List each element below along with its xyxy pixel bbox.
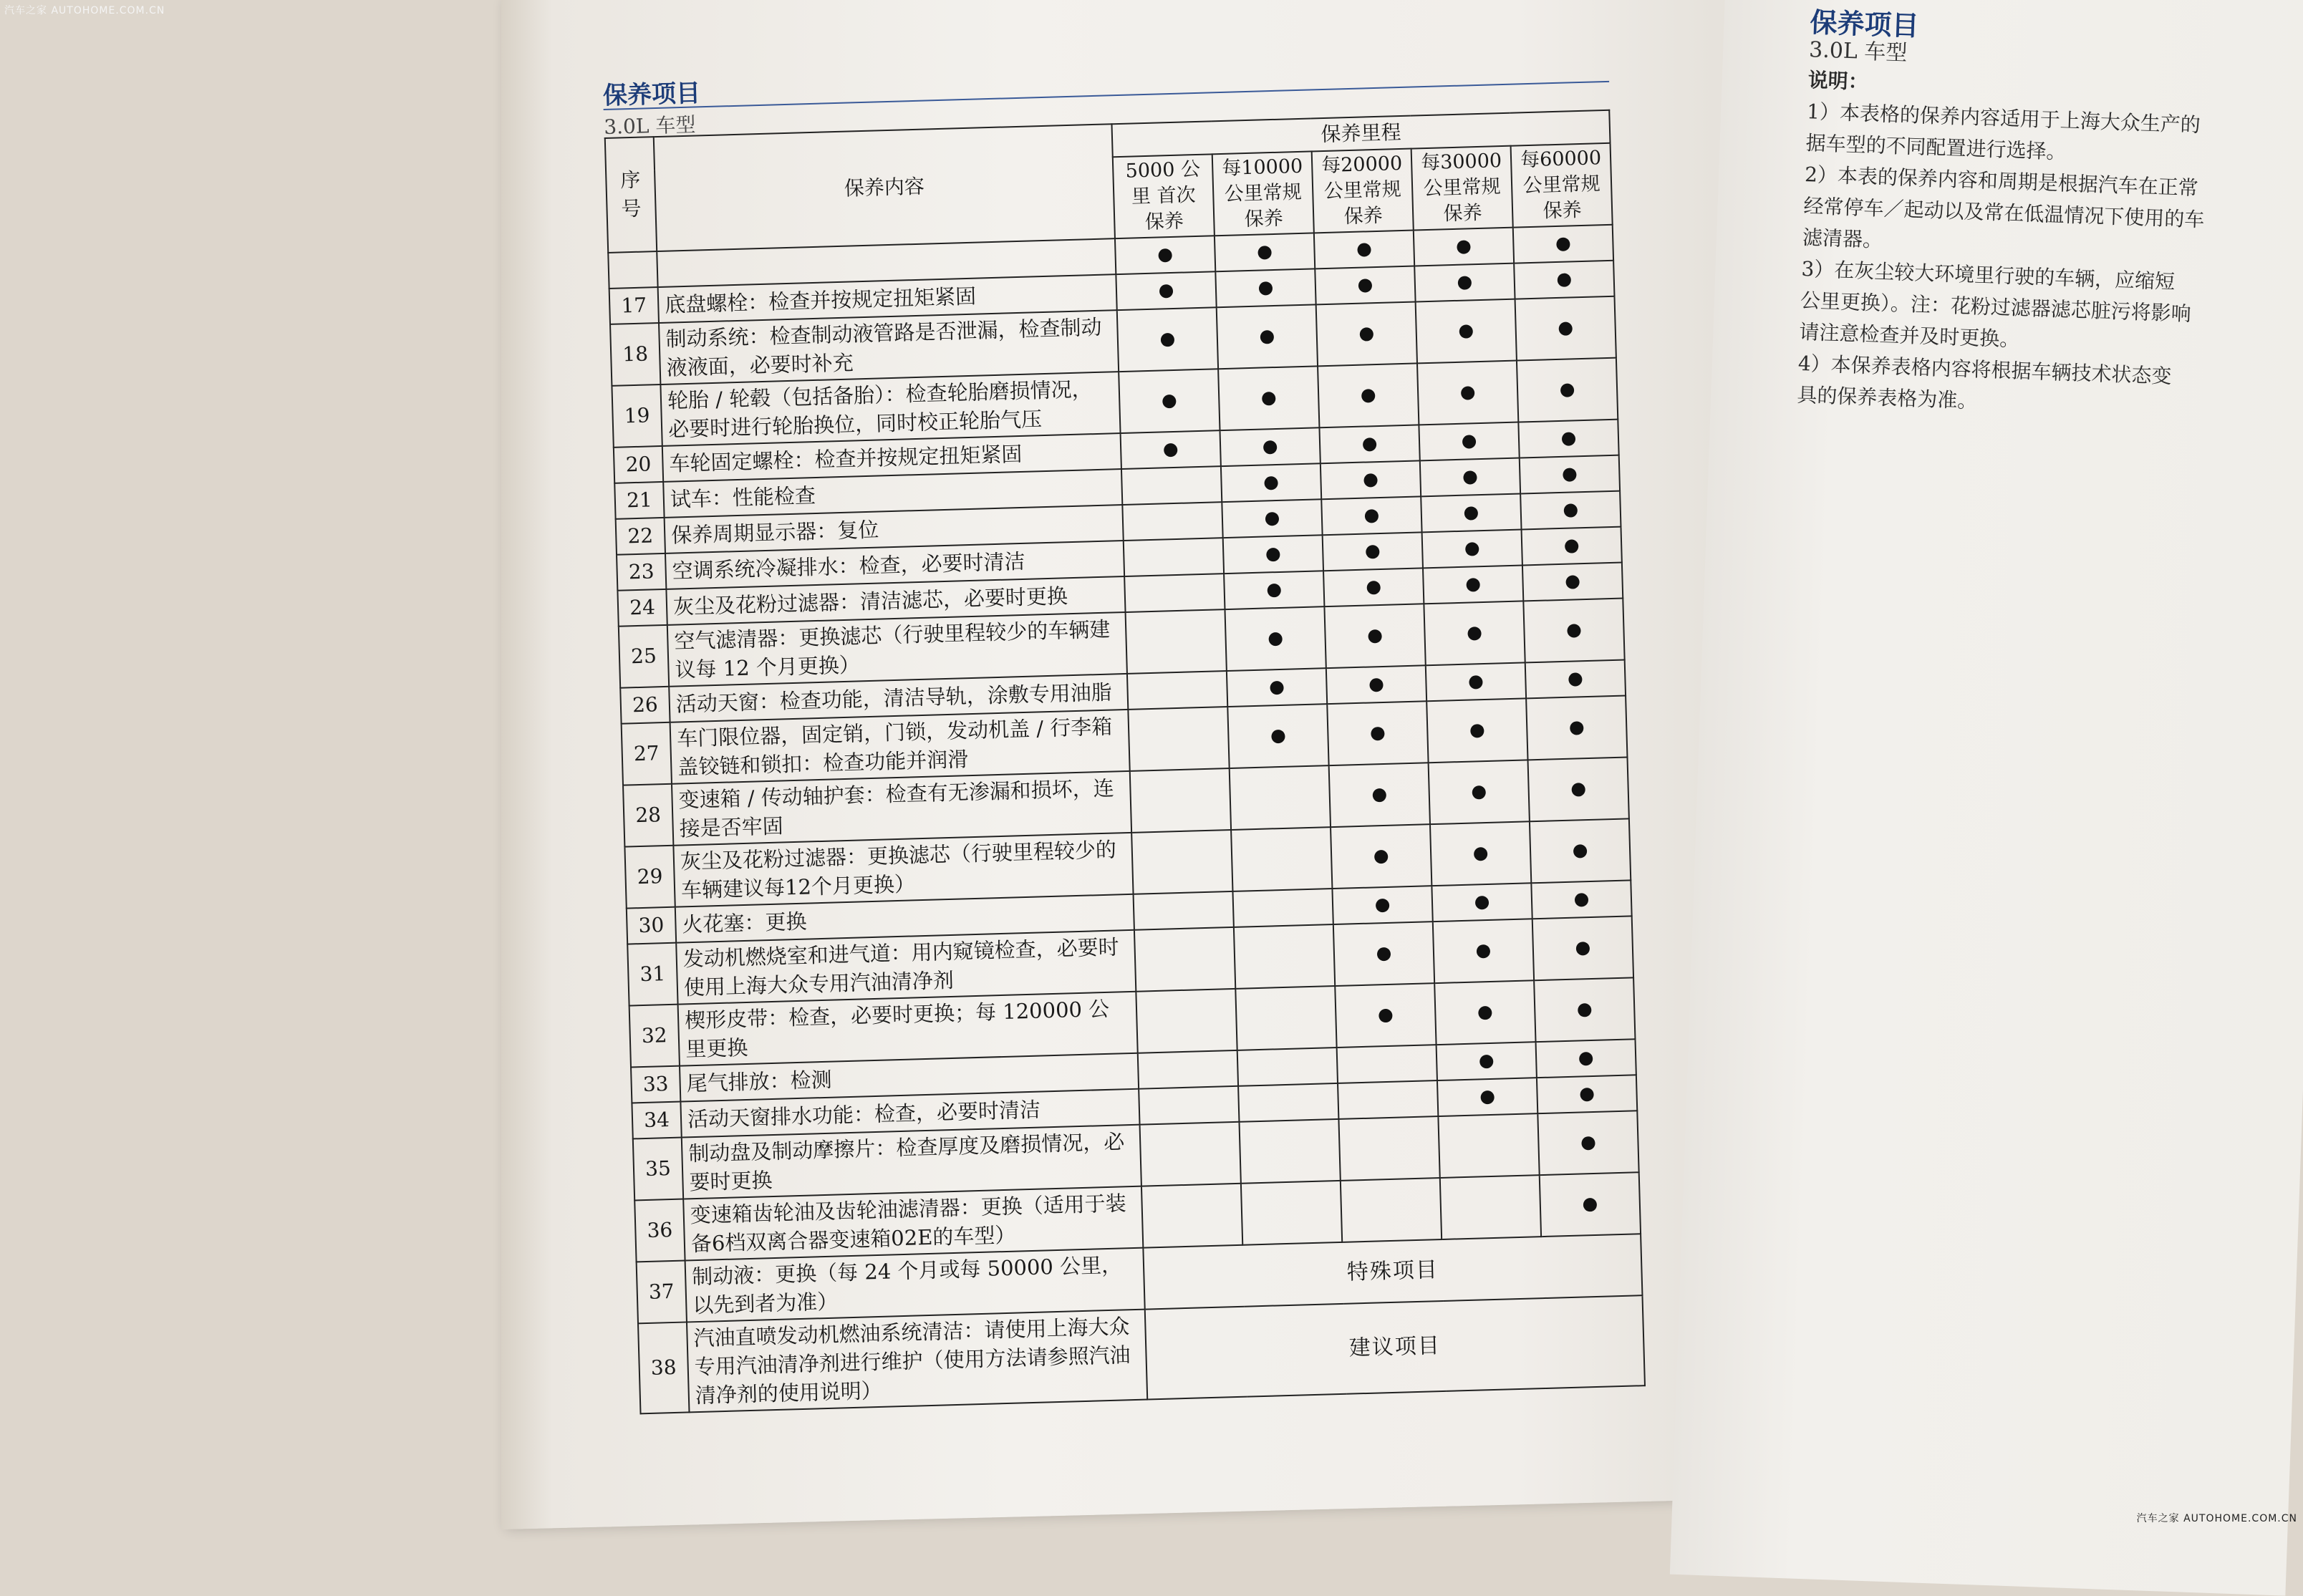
mark-cell	[1537, 1075, 1637, 1113]
mark-cell	[1130, 768, 1231, 833]
bullet-dot-icon	[1465, 542, 1479, 556]
mark-cell	[1331, 824, 1431, 889]
mark-cell	[1437, 1078, 1537, 1116]
row-content: 车门限位器，固定销，门锁，发动机盖 / 行李箱盖铰链和锁扣：检查功能并润滑	[670, 710, 1130, 784]
row-number: 37	[637, 1260, 687, 1323]
bullet-dot-icon	[1570, 721, 1584, 735]
row-number: 38	[638, 1322, 689, 1413]
mark-cell	[1215, 233, 1315, 271]
bullet-dot-icon	[1360, 327, 1374, 342]
bullet-dot-icon	[1358, 279, 1373, 293]
mark-cell	[1126, 609, 1227, 674]
mark-cell	[1217, 304, 1318, 369]
mark-cell	[1237, 1048, 1338, 1086]
mark-cell	[1234, 924, 1335, 989]
bullet-dot-icon	[1575, 893, 1589, 907]
bullet-dot-icon	[1558, 273, 1572, 287]
mark-cell	[1517, 358, 1618, 422]
mark-cell	[1231, 827, 1332, 891]
mark-cell	[1420, 458, 1520, 497]
row-number: 34	[632, 1102, 681, 1139]
right-page	[1670, 0, 2303, 1596]
bullet-dot-icon	[1571, 783, 1585, 797]
mark-cell	[1423, 565, 1523, 604]
mark-cell	[1124, 538, 1224, 576]
mark-cell	[1314, 231, 1414, 269]
maintenance-table	[604, 110, 1646, 1415]
mark-cell	[1518, 420, 1618, 458]
note-line: 公里更换）。注：花粉过滤器滤芯脏污将影响	[1800, 288, 2192, 326]
bullet-dot-icon	[1164, 443, 1178, 458]
bullet-dot-icon	[1369, 678, 1384, 692]
bullet-dot-icon	[1580, 1088, 1594, 1102]
bullet-dot-icon	[1578, 1003, 1592, 1017]
row-content: 灰尘及花粉过滤器：更换滤芯（行驶里程较少的车辆建议每12个月更换）	[673, 833, 1133, 907]
bullet-dot-icon	[1576, 942, 1590, 956]
mark-cell	[1540, 1172, 1641, 1237]
bullet-dot-icon	[1461, 386, 1475, 400]
mark-cell	[1138, 1050, 1238, 1089]
bullet-dot-icon	[1567, 624, 1581, 638]
note-line: 具的保养表格为准。	[1796, 382, 1978, 413]
bullet-dot-icon	[1377, 947, 1391, 962]
mark-cell	[1227, 668, 1327, 707]
mark-cell	[1417, 361, 1518, 425]
mark-cell	[1337, 1045, 1437, 1083]
row-content: 底盘螺栓：检查并按规定扭矩紧固	[658, 274, 1117, 323]
bullet-dot-icon	[1478, 1006, 1492, 1020]
bullet-dot-icon	[1257, 246, 1272, 260]
mark-cell	[1139, 1086, 1239, 1125]
mark-cell	[1218, 366, 1319, 430]
right-page-title: 保养项目	[1809, 6, 1920, 42]
bullet-dot-icon	[1266, 548, 1280, 562]
row-content: 活动天窗：检查功能，清洁导轨，涂敷专用油脂	[669, 674, 1128, 722]
row-content: 变速箱 / 传动轴护套：检查有无渗漏和损坏，连接是否牢固	[672, 771, 1131, 846]
mark-cell	[1239, 1119, 1340, 1184]
row-content: 轮胎 / 轮毂（包括备胎）：检查轮胎磨损情况，必要时进行轮胎换位，同时校正轮胎气压	[660, 372, 1120, 446]
watermark-top-left: 汽车之家 AUTOHOME.COM.CN	[4, 5, 165, 16]
mark-cell	[1514, 261, 1614, 299]
mark-cell	[1431, 883, 1532, 922]
bullet-dot-icon	[1464, 506, 1479, 521]
right-page-model: 3.0L 车型	[1808, 37, 1908, 66]
mark-cell	[1534, 977, 1635, 1042]
mark-cell	[1437, 1042, 1537, 1080]
bullet-dot-icon	[1366, 545, 1380, 559]
mark-cell	[1333, 922, 1434, 986]
row-content: 楔形皮带：检查，必要时更换；每 120000 公里更换	[678, 992, 1138, 1066]
row-content: 试车：性能检查	[663, 469, 1122, 518]
mark-cell	[1316, 301, 1417, 366]
mark-cell	[1326, 665, 1426, 704]
note-line: 据车型的不同配置进行选择。	[1805, 131, 2067, 164]
notes-heading: 说明：	[1807, 68, 1869, 95]
row-number: 20	[614, 446, 663, 483]
mark-cell	[1315, 266, 1415, 305]
mark-cell	[1140, 1122, 1241, 1186]
mark-cell	[1416, 299, 1517, 364]
bullet-dot-icon	[1479, 1055, 1494, 1069]
row-content: 空气滤清器：更换滤芯（行驶里程较少的车辆建议每 12 个月更换）	[667, 612, 1127, 687]
mark-cell	[1318, 363, 1419, 427]
row-number: 17	[609, 287, 659, 324]
mark-cell	[1433, 919, 1534, 983]
notes-block	[1797, 64, 2303, 430]
note-line: 滤清器。	[1802, 225, 1883, 252]
bullet-dot-icon	[1161, 333, 1175, 347]
row-number: 18	[610, 323, 660, 386]
mark-cell	[1221, 463, 1321, 502]
watermark-bottom-right: 汽车之家 AUTOHOME.COM.CN	[2136, 1513, 2297, 1524]
mark-cell	[1338, 1080, 1438, 1119]
mark-cell	[1230, 765, 1331, 830]
bullet-dot-icon	[1374, 850, 1389, 864]
mark-cell	[1225, 606, 1326, 671]
bullet-dot-icon	[1581, 1136, 1595, 1151]
mark-cell	[1513, 225, 1613, 263]
row-content: 尾气排放：检测	[680, 1053, 1139, 1102]
row-number: 21	[614, 482, 664, 519]
row-content: 保养周期显示器：复位	[665, 505, 1124, 553]
bullet-dot-icon	[1480, 1090, 1495, 1105]
row-number: 19	[612, 385, 662, 448]
mark-cell	[1332, 886, 1432, 924]
header-10000: 每10000 公里常规 保养	[1212, 151, 1314, 236]
row-number: 30	[627, 907, 676, 944]
row-number: 27	[622, 722, 672, 785]
note-line: 经常停车／起动以及常在低温情况下使用的车	[1803, 194, 2205, 232]
bullet-dot-icon	[1268, 584, 1282, 598]
mark-cell	[1116, 271, 1216, 310]
mark-cell	[1238, 1083, 1338, 1122]
row-number: 26	[620, 687, 670, 724]
mark-cell	[1324, 604, 1425, 668]
mark-cell	[1515, 296, 1616, 361]
row-number: 25	[619, 625, 669, 688]
bullet-dot-icon	[1477, 944, 1491, 959]
note-line: 请注意检查并及时更换。	[1798, 319, 2020, 352]
section-title: 保养项目	[602, 79, 701, 111]
header-mileage-group: 保养里程	[1111, 110, 1610, 157]
mark-cell	[1127, 671, 1227, 710]
row-number: 24	[617, 589, 667, 627]
bullet-dot-icon	[1562, 432, 1576, 446]
row-number	[608, 251, 657, 289]
mark-cell	[1222, 499, 1322, 538]
bullet-dot-icon	[1376, 899, 1390, 913]
row-number: 22	[616, 518, 665, 555]
bullet-dot-icon	[1361, 389, 1376, 403]
mark-cell	[1426, 662, 1526, 701]
bullet-dot-icon	[1458, 276, 1472, 290]
bullet-dot-icon	[1563, 468, 1577, 482]
bullet-dot-icon	[1462, 435, 1477, 449]
row-number: 36	[634, 1199, 685, 1262]
mark-cell	[1335, 983, 1436, 1048]
mark-cell	[1528, 757, 1629, 821]
mark-cell	[1532, 916, 1633, 980]
bullet-dot-icon	[1368, 629, 1382, 644]
bullet-dot-icon	[1366, 581, 1381, 595]
mark-cell	[1131, 830, 1232, 894]
bullet-dot-icon	[1470, 724, 1484, 738]
bullet-dot-icon	[1365, 509, 1379, 523]
mark-cell	[1429, 760, 1530, 824]
mark-cell	[1440, 1175, 1541, 1239]
mark-cell	[1122, 502, 1222, 541]
mark-cell	[1526, 696, 1627, 760]
bullet-dot-icon	[1260, 330, 1275, 344]
mark-cell	[1128, 707, 1229, 771]
bullet-dot-icon	[1259, 281, 1273, 296]
bullet-dot-icon	[1268, 632, 1283, 647]
bullet-dot-icon	[1158, 248, 1172, 263]
mark-cell	[1530, 818, 1631, 883]
mark-cell	[1525, 660, 1626, 699]
mark-cell	[1421, 494, 1521, 533]
section-rule	[604, 81, 1610, 110]
header-no: 序号	[605, 137, 657, 253]
bullet-dot-icon	[1263, 440, 1278, 455]
bullet-dot-icon	[1469, 675, 1483, 690]
mark-cell	[1520, 491, 1621, 530]
bullet-dot-icon	[1573, 844, 1588, 859]
mark-cell	[1224, 571, 1324, 609]
header-30000: 每30000 公里常规 保养	[1411, 146, 1513, 231]
mark-cell	[1414, 263, 1515, 302]
mark-cell	[1426, 698, 1527, 763]
row-content: 汽油直喷发动机燃油系统清洁：请使用上海大众专用汽油清净剂进行维护（使用方法请参照汽油清净剂的使用说明）	[687, 1310, 1147, 1413]
mark-cell	[1117, 307, 1218, 372]
mark-cell	[1241, 1181, 1342, 1245]
mark-cell	[1323, 532, 1423, 571]
bullet-dot-icon	[1564, 503, 1578, 518]
mark-cell	[1327, 701, 1428, 765]
mark-cell	[1121, 430, 1221, 469]
mark-cell	[1121, 466, 1222, 505]
row-number: 31	[627, 943, 677, 1006]
bullet-dot-icon	[1568, 672, 1583, 687]
mark-cell	[1235, 986, 1336, 1050]
bullet-dot-icon	[1459, 324, 1474, 339]
bullet-dot-icon	[1560, 383, 1575, 397]
bullet-dot-icon	[1474, 847, 1488, 861]
bullet-dot-icon	[1565, 539, 1579, 553]
mark-cell	[1215, 269, 1315, 307]
bullet-dot-icon	[1363, 473, 1378, 488]
mark-cell	[1321, 496, 1421, 535]
special-label: 特殊项目	[1143, 1234, 1642, 1309]
bullet-dot-icon	[1457, 240, 1471, 254]
bullet-dot-icon	[1264, 476, 1278, 490]
model-label: 3.0L 车型	[603, 112, 696, 140]
row-number: 32	[629, 1005, 680, 1068]
row-content: 制动液：更换（每 24 个月或每 50000 公里，以先到者为准）	[685, 1248, 1145, 1322]
mark-cell	[1119, 369, 1220, 433]
bullet-dot-icon	[1363, 437, 1377, 452]
bullet-dot-icon	[1271, 730, 1285, 744]
mark-cell	[1523, 599, 1624, 663]
bullet-dot-icon	[1565, 575, 1580, 589]
bullet-dot-icon	[1583, 1198, 1598, 1212]
bullet-dot-icon	[1475, 896, 1490, 910]
row-content: 制动系统：检查制动液管路是否泄漏，检查制动液液面，必要时补充	[659, 310, 1119, 385]
bullet-dot-icon	[1379, 1009, 1393, 1023]
row-content: 活动天窗排水功能：检查，必要时清洁	[680, 1089, 1139, 1138]
bullet-dot-icon	[1558, 321, 1573, 336]
bullet-dot-icon	[1472, 785, 1486, 800]
row-content: 制动盘及制动摩擦片：检查厚度及磨损情况，必要时更换	[682, 1125, 1141, 1199]
bullet-dot-icon	[1371, 727, 1385, 741]
note-line: 1）本表格的保养内容适用于上海大众生产的	[1806, 100, 2201, 137]
mark-cell	[1321, 460, 1421, 499]
mark-cell	[1414, 228, 1514, 266]
mark-cell	[1338, 1116, 1439, 1181]
mark-cell	[1424, 601, 1525, 665]
mark-cell	[1536, 1039, 1636, 1078]
bullet-dot-icon	[1357, 243, 1371, 257]
mark-cell	[1329, 763, 1430, 827]
row-content: 火花塞：更换	[675, 894, 1134, 943]
bullet-dot-icon	[1265, 512, 1280, 526]
row-number: 28	[623, 784, 673, 847]
mark-cell	[1422, 529, 1522, 568]
mark-cell	[1220, 427, 1321, 466]
header-5000: 5000 公里 首次 保养	[1113, 154, 1215, 238]
mark-cell	[1115, 236, 1215, 274]
bullet-dot-icon	[1579, 1052, 1593, 1066]
mark-cell	[1323, 568, 1424, 606]
bullet-dot-icon	[1262, 392, 1276, 406]
mark-cell	[1520, 455, 1620, 494]
mark-cell	[1223, 535, 1323, 574]
row-number: 35	[633, 1138, 683, 1201]
mark-cell	[1434, 980, 1535, 1045]
bullet-dot-icon	[1270, 681, 1284, 695]
maintenance-sheet	[501, 11, 1686, 1446]
mark-cell	[1341, 1178, 1442, 1242]
note-line: 3）在灰尘较大环境里行驶的车辆，应缩短	[1800, 256, 2176, 294]
table-body	[608, 225, 1645, 1414]
mark-cell	[1124, 574, 1225, 612]
mark-cell	[1134, 927, 1235, 992]
note-line: 2）本表的保养内容和周期是根据汽车在正常	[1804, 163, 2199, 200]
mark-cell	[1134, 891, 1234, 930]
mark-cell	[1537, 1111, 1638, 1175]
mark-cell	[1438, 1113, 1539, 1178]
bullet-dot-icon	[1556, 237, 1570, 251]
row-content: 变速箱齿轮油及齿轮油滤清器：更换（适用于装备6档双离合器变速箱02E的车型）	[683, 1186, 1143, 1261]
bullet-dot-icon	[1467, 627, 1482, 641]
row-number: 23	[617, 553, 666, 591]
mark-cell	[1522, 563, 1623, 601]
row-content: 车轮固定螺栓：检查并按规定扭矩紧固	[662, 433, 1121, 482]
mark-cell	[1430, 821, 1531, 886]
bullet-dot-icon	[1159, 284, 1174, 299]
mark-cell	[1141, 1184, 1242, 1248]
row-number: 33	[631, 1066, 680, 1103]
special-label: 建议项目	[1145, 1295, 1645, 1399]
header-60000: 每60000 公里常规 保养	[1511, 143, 1613, 228]
mark-cell	[1522, 527, 1622, 566]
bullet-dot-icon	[1466, 578, 1480, 592]
row-content: 空调系统冷凝排水：检查，必要时清洁	[665, 541, 1124, 589]
header-20000: 每20000 公里常规 保养	[1312, 149, 1414, 233]
mark-cell	[1531, 880, 1631, 919]
mark-cell	[1227, 704, 1328, 768]
bullet-dot-icon	[1463, 470, 1477, 485]
mark-cell	[1419, 422, 1519, 461]
header-content: 保养内容	[654, 124, 1115, 251]
mark-cell	[1232, 889, 1333, 927]
row-number: 29	[624, 846, 675, 909]
row-content: 发动机燃烧室和进气道：用内窥镜检查，必要时使用上海大众专用汽油清净剂	[676, 930, 1136, 1005]
mark-cell	[1319, 425, 1419, 463]
bullet-dot-icon	[1162, 395, 1177, 409]
mark-cell	[1136, 989, 1237, 1053]
row-content: 灰尘及花粉过滤器：清洁滤芯，必要时更换	[666, 576, 1125, 625]
bullet-dot-icon	[1373, 788, 1387, 803]
note-line: 4）本保养表格内容将根据车辆技术状态变	[1797, 351, 2173, 389]
